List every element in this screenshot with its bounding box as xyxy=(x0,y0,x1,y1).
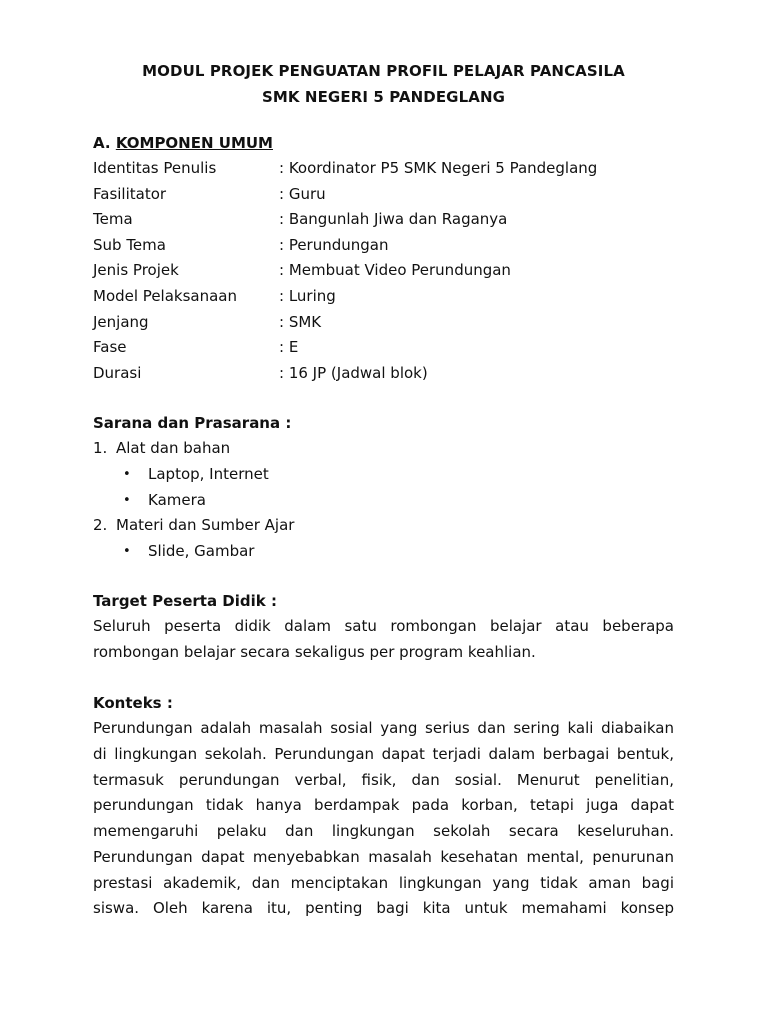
komponen-label: Sub Tema xyxy=(93,235,166,254)
komponen-value: : Guru xyxy=(279,184,326,203)
komponen-label: Fasilitator xyxy=(93,184,167,203)
bullet-text: Kamera xyxy=(148,490,206,509)
komponen-label: Jenis Projek xyxy=(93,261,179,280)
sarana-item xyxy=(93,513,674,539)
paragraph-line: perundungan tidak hanya berdampak pada korban, tetapi juga dapat xyxy=(93,796,674,815)
document-page xyxy=(93,58,674,922)
paragraph-line: Seluruh peserta didik dalam satu rombongan belajar atau beberapa xyxy=(93,617,674,636)
section-prefix: A. xyxy=(93,134,116,152)
komponen-value: : Luring xyxy=(279,286,336,305)
paragraph-line: Perundungan adalah masalah sosial yang serius dan sering kali diabaikan xyxy=(93,718,674,737)
komponen-row xyxy=(93,233,674,259)
komponen-value: : Bangunlah Jiwa dan Raganya xyxy=(279,210,508,229)
list-item xyxy=(93,488,674,514)
komponen-row xyxy=(93,258,674,284)
document-title-line-2: SMK NEGERI 5 PANDEGLANG xyxy=(261,88,506,106)
paragraph-line: di lingkungan sekolah. Perundungan dapat terjadi dalam berbagai bentuk, xyxy=(93,744,674,763)
list-item xyxy=(93,539,674,565)
target-heading: Target Peserta Didik : xyxy=(93,592,277,611)
komponen-label: Durasi xyxy=(93,363,142,382)
komponen-row xyxy=(93,156,674,182)
bullet-text: Laptop, Internet xyxy=(148,464,269,483)
item-label: Materi dan Sumber Ajar xyxy=(116,516,295,535)
paragraph-line: rombongan belajar secara sekaligus per program keahlian. xyxy=(93,643,536,662)
komponen-value: : 16 JP (Jadwal blok) xyxy=(279,363,428,382)
komponen-value: : E xyxy=(279,338,299,357)
paragraph-line: prestasi akademik, dan menciptakan lingkungan yang tidak aman bagi xyxy=(93,873,674,892)
komponen-row xyxy=(93,182,674,208)
bullet-icon: • xyxy=(123,466,131,482)
komponen-value: : Koordinator P5 SMK Negeri 5 Pandeglang xyxy=(279,159,598,177)
komponen-value: : Perundungan xyxy=(279,235,389,254)
document-title-line-1: MODUL PROJEK PENGUATAN PROFIL PELAJAR PANCASILA xyxy=(142,62,625,80)
komponen-row xyxy=(93,335,674,361)
paragraph-line: termasuk perundungan verbal, fisik, dan sosial. Menurut penelitian, xyxy=(93,770,674,789)
list-item xyxy=(93,462,674,488)
item-number: 1. xyxy=(93,439,108,458)
komponen-row xyxy=(93,361,674,387)
komponen-value: : Membuat Video Perundungan xyxy=(279,261,511,280)
konteks-heading: Konteks : xyxy=(93,693,173,712)
komponen-label: Model Pelaksanaan xyxy=(93,286,237,305)
komponen-value: : SMK xyxy=(279,312,322,331)
item-number: 2. xyxy=(93,516,108,535)
section-komponen-heading xyxy=(93,130,674,156)
komponen-row xyxy=(93,207,674,233)
bullet-icon: • xyxy=(123,543,131,559)
komponen-label: Jenjang xyxy=(93,312,149,331)
item-label: Alat dan bahan xyxy=(116,439,231,458)
section-title: KOMPONEN UMUM xyxy=(115,134,273,152)
komponen-label: Fase xyxy=(93,338,127,357)
konteks-paragraph xyxy=(93,716,674,922)
sarana-heading: Sarana dan Prasarana : xyxy=(93,414,292,433)
paragraph-line: memengaruhi pelaku dan lingkungan sekolah secara keseluruhan. xyxy=(93,822,674,841)
bullet-icon: • xyxy=(123,492,131,508)
komponen-list xyxy=(93,156,674,386)
komponen-row xyxy=(93,284,674,310)
target-paragraph xyxy=(93,614,674,666)
bullet-text: Slide, Gambar xyxy=(148,541,255,560)
komponen-label: Tema xyxy=(93,210,133,229)
paragraph-line: siswa. Oleh karena itu, penting bagi kita untuk memahami konsep xyxy=(93,899,674,918)
komponen-row xyxy=(93,310,674,336)
komponen-label: Identitas Penulis xyxy=(93,159,217,177)
paragraph-line: Perundungan dapat menyebabkan masalah kesehatan mental, penurunan xyxy=(93,847,674,866)
sarana-item xyxy=(93,436,674,462)
